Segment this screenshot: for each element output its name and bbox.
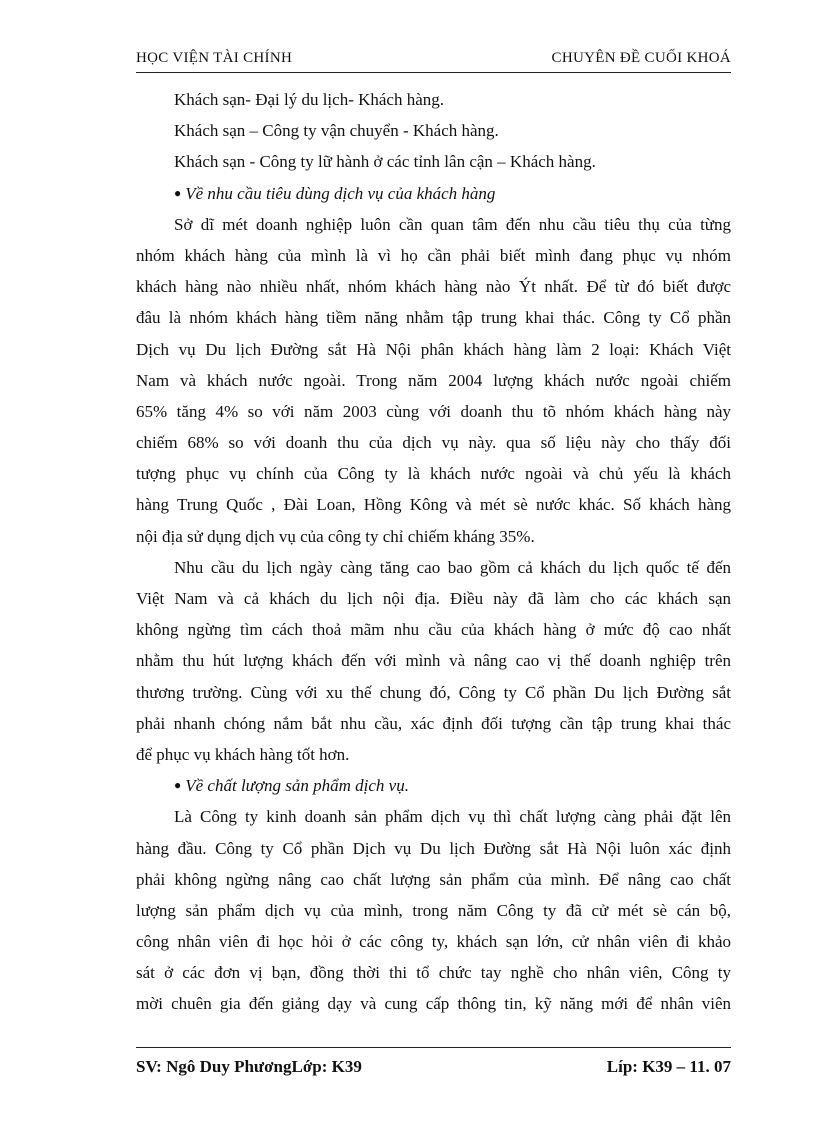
text-line: phải không ngừng nâng cao chất lượng sản phẩm của mình. Để nâng cao chất [136,869,731,889]
text-line: Khách sạn – Công ty vận chuyển - Khách hàng. [174,121,499,141]
text-line: Nhu cầu du lịch ngày càng tăng cao bao gồm cả khách du lịch quốc tế đến [174,557,731,577]
text-line: sát ở các đơn vị bạn, đồng thời thi tổ chức tay nghề cho nhân viên, Công ty [136,963,731,983]
section-heading-text: Về nhu cầu tiêu dùng dịch vụ của khách hàng [185,183,496,203]
text-line: để phục vụ khách hàng tốt hơn. [136,744,350,764]
text-line: công nhân viên đi học hỏi ở các công ty, khách sạn lớn, cử nhân viên đi khảo [136,932,731,952]
footer-class: Líp: K39 – 11. 07 [606,1057,731,1076]
page-header [136,48,731,73]
text-line: Dịch vụ Du lịch Đường sắt Hà Nội phân khách hàng làm 2 loại: Khách Việt [136,339,731,359]
text-line: nhằm thu hút lượng khách đến với mình và nâng cao vị thế doanh nghiệp trên [136,651,731,671]
text-line: 65% tăng 4% so với năm 2003 cùng với doanh thu tõ nhóm khách hàng này [136,401,731,421]
text-line: Việt Nam và cả khách du lịch nội địa. Điều này đã làm cho các khách sạn [136,589,731,608]
text-line: đâu là nhóm khách hàng tiềm năng nhằm tập trung khai thác. Công ty Cổ phần [136,308,731,328]
text-line: phải nhanh chóng nắm bắt nhu cầu, xác định đối tượng cần tập trung khai thác [136,713,731,733]
text-line: Khách sạn- Đại lý du lịch- Khách hàng. [174,90,445,109]
bullet-icon: ● [174,778,182,793]
text-line: không ngừng tìm cách thoả mãm nhu cầu của khách hàng ở mức độ cao nhất [136,620,731,640]
section-heading [136,770,731,801]
text-line: hàng Trung Quốc , Đài Loan, Hồng Kông và mét sè nước khác. Số khách hàng [136,495,731,515]
footer-student: SV: Ngô Duy PhươngLớp: K39 [136,1057,362,1076]
text-line: nội địa sử dụng dịch vụ của công ty chỉ chiếm kháng 35%. [136,526,535,546]
text-line: Là Công ty kinh doanh sản phẩm dịch vụ thì chất lượng càng phải đặt lên [174,807,731,827]
text-line: mời chuên gia đến giảng dạy và cung cấp thông tin, kỹ năng mới để nhân viên [136,994,731,1014]
text-line: nhóm khách hàng của mình là vì họ cần phải biết mình đang phục vụ nhóm [136,245,731,265]
text-line: thương trường. Cùng với xu thế chung đó, Công ty Cổ phần Du lịch Đường sắt [136,682,731,702]
text-line: Sở dĩ mét doanh nghiệp luôn cần quan tâm đến nhu cầu tiêu thụ của từng [174,214,731,234]
text-line: tượng phục vụ chính của Công ty là khách nước ngoài và chủ yếu là khách [136,464,731,484]
page-footer [136,1047,731,1088]
document-body [136,84,731,1020]
bullet-icon: ● [174,185,182,200]
text-line: hàng đầu. Công ty Cổ phần Dịch vụ Du lịch Đường sắt Hà Nội luôn xác định [136,838,731,858]
header-institution: HỌC VIỆN TÀI CHÍNH [136,50,293,66]
header-document-type: CHUYÊN ĐỀ CUỐI KHOÁ [551,50,731,66]
text-line: chiếm 68% so với doanh thu của dịch vụ này. qua số liệu này cho thấy đối [136,433,731,453]
text-line: khách hàng nào nhiều nhất, nhóm khách hàng nào Ýt nhất. Để từ đó biết được [136,277,731,297]
text-line: lượng sản phẩm dịch vụ của mình, trong năm Công ty đã cử mét sè cán bộ, [136,900,731,920]
section-heading [136,178,731,209]
text-line: Khách sạn - Công ty lữ hành ở các tỉnh lân cận – Khách hàng. [174,152,596,172]
section-heading-text: Về chất lượng sản phẩm dịch vụ. [185,776,409,796]
text-line: Nam và khách nước ngoài. Trong năm 2004 lượng khách nước ngoài chiếm [136,370,731,390]
